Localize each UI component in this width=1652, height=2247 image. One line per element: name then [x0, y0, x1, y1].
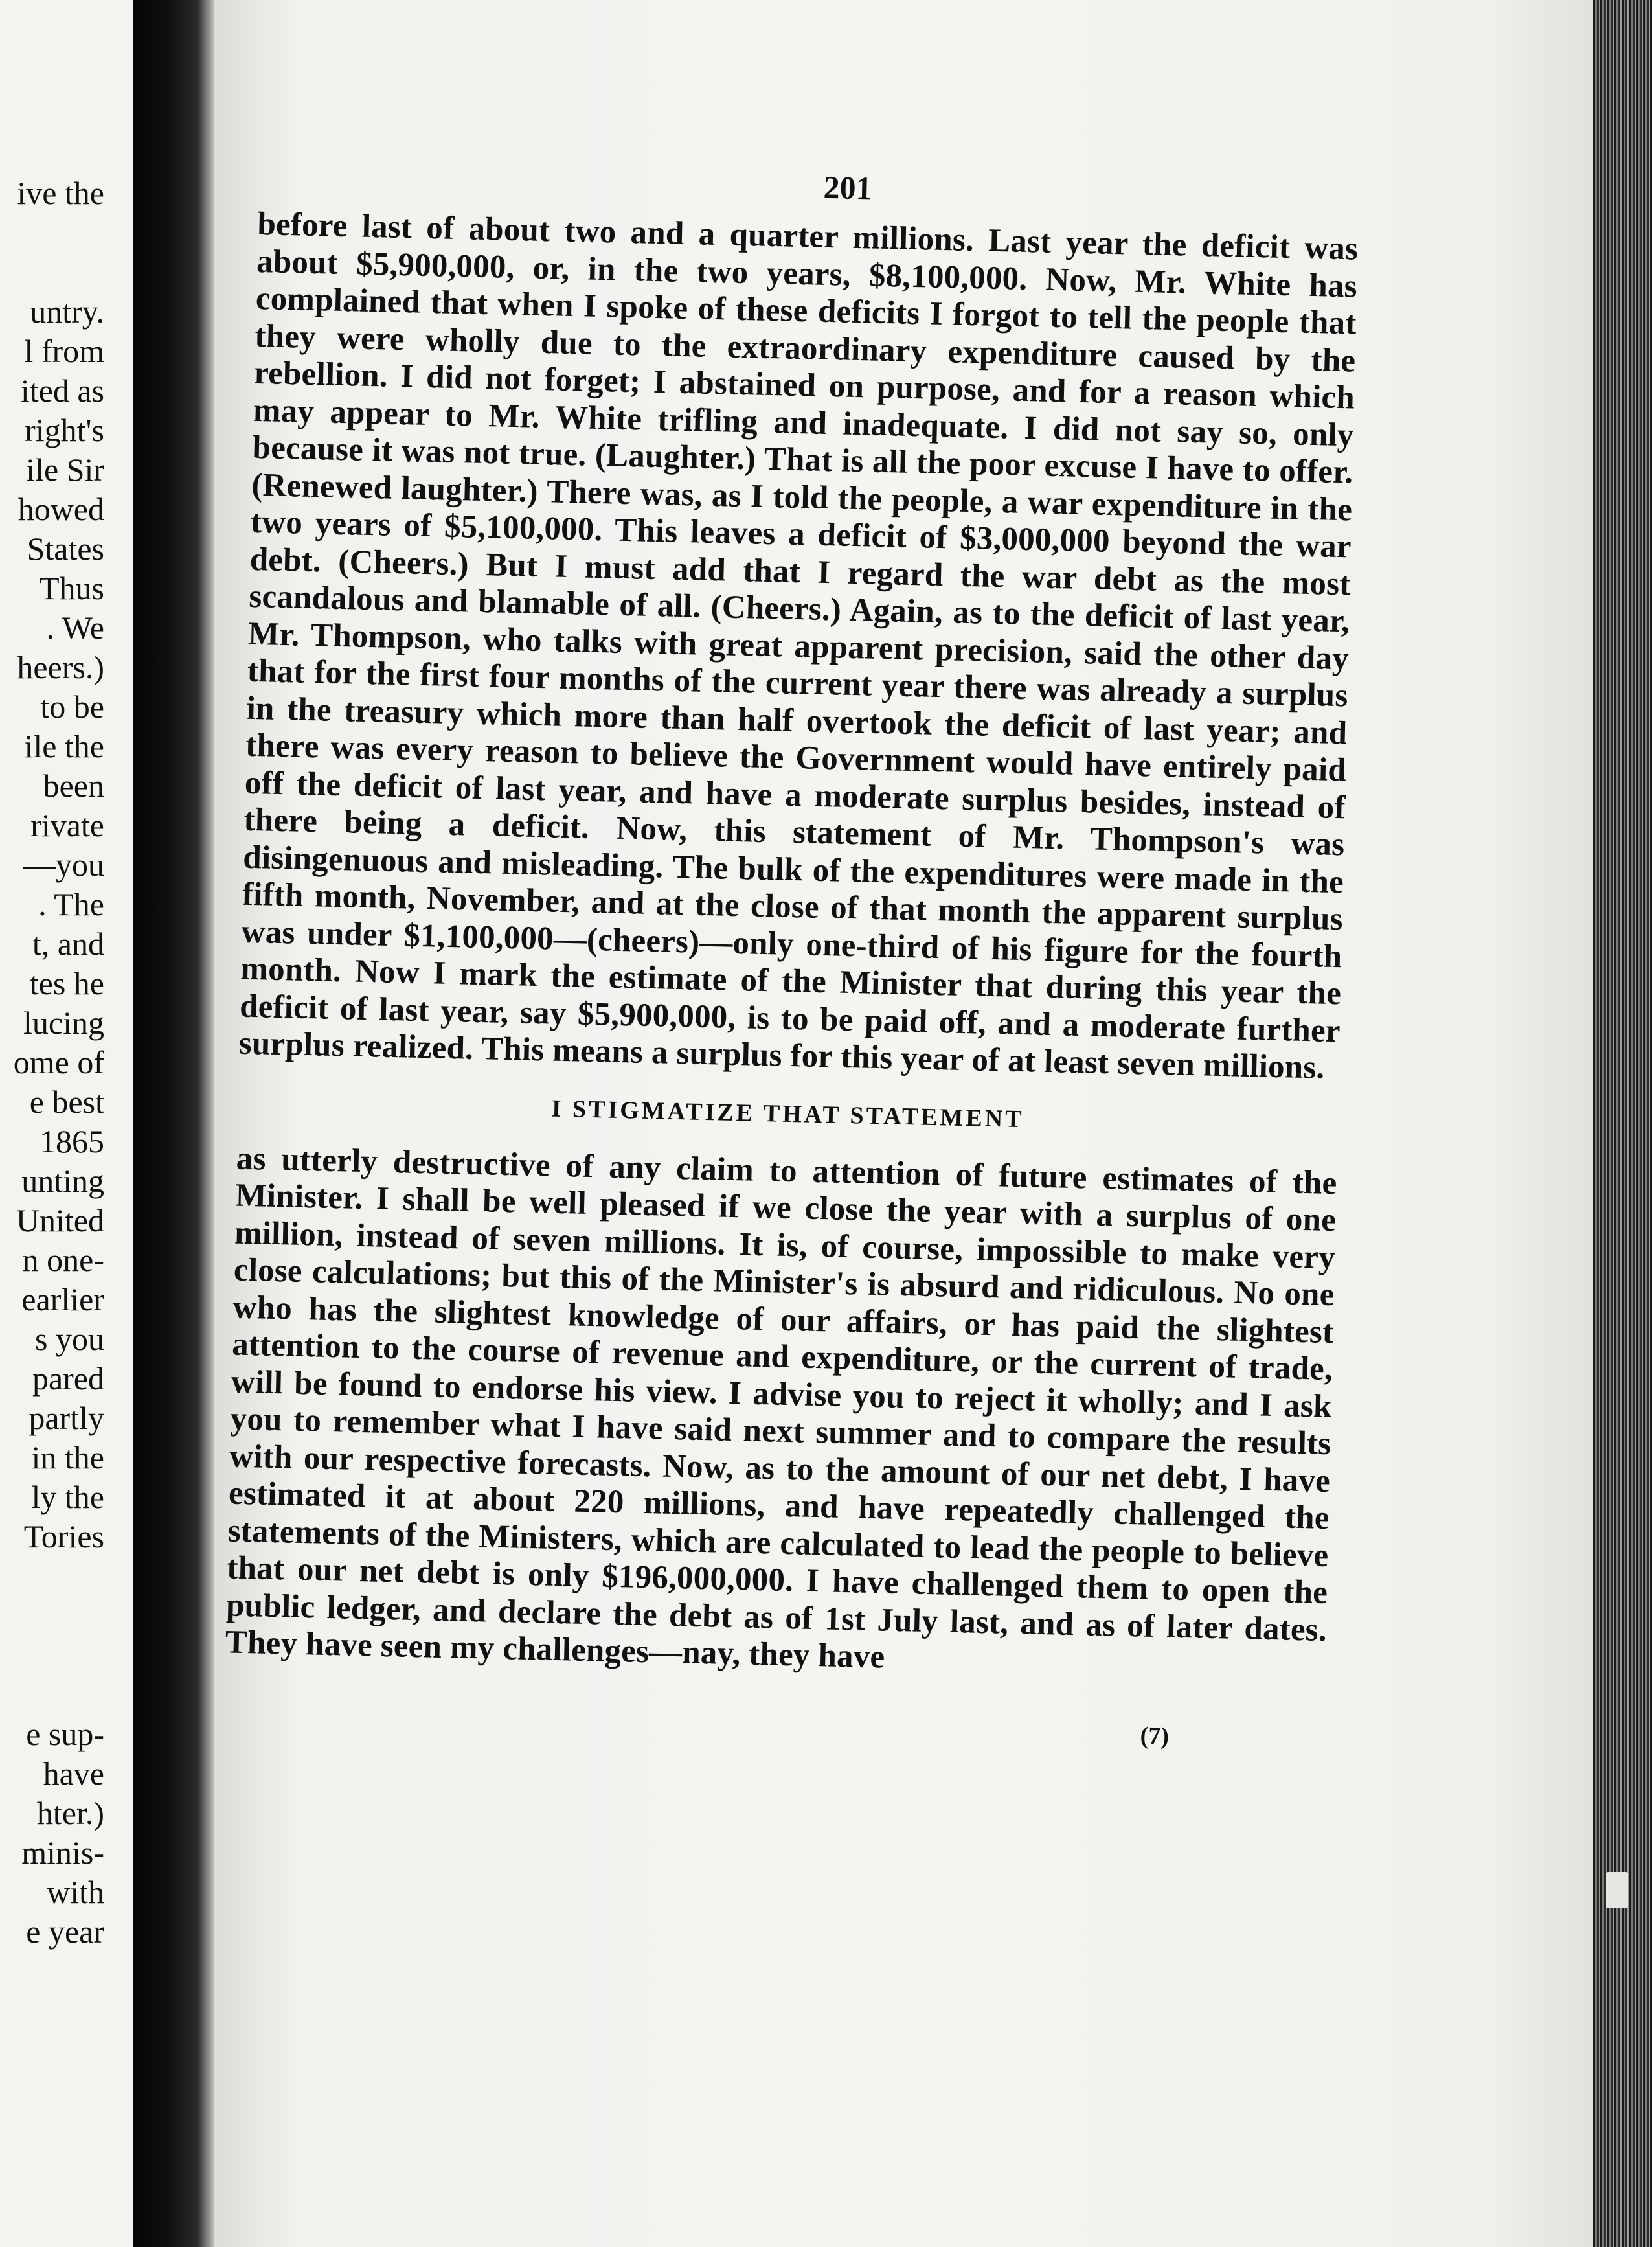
- facing-line: ited as: [20, 372, 104, 409]
- facing-line: t, and: [32, 926, 104, 962]
- facing-line: . We: [46, 610, 104, 646]
- facing-line: rivate: [30, 807, 104, 843]
- facing-line: s you: [35, 1321, 104, 1357]
- paragraph-2: as utterly destructive of any claim to attention of future estimates of the Minister. I shall be well pleased if we close the year with a surplus of one million, instead of seven millions. It is, of course, impossible to make very close calculations; but this of the Minister's is absurd and ridiculous. No one who has the slightest knowledge of our affairs, or has paid the slightest attention to the course of revenue and expenditure, or the current of trade, will be found to endorse his view. I advise you to reject it wholly; and I ask you to remember what I have said next summer and to compare the results with our respective forecasts. Now, as to the amount of our net debt, I have estimated it at about 220 millions, and have repeatedly challenged the statements of the Ministers, which are calculated to lead the people to believe that our net debt is only $196,000,000. I have challenged them to open the public ledger, and declare the debt as of 1st July last, and as of later dates. They have seen my challenges—nay, they have: [225, 1140, 1338, 1676]
- facing-line: minis-: [21, 1834, 104, 1871]
- facing-line: l from: [24, 333, 104, 369]
- facing-line: Tories: [23, 1518, 104, 1555]
- facing-line: tes he: [29, 965, 104, 1001]
- facing-line: ile the: [24, 728, 104, 764]
- facing-line: United: [16, 1202, 104, 1238]
- facing-line: . The: [38, 886, 104, 922]
- page-number: 201: [822, 168, 873, 207]
- facing-line: right's: [25, 412, 104, 448]
- paragraph-1: before last of about two and a quarter millions. Last year the deficit was about $5,900,000, or, in the two years, $8,100,000. Now, Mr. White has complained that when I spoke of these deficits I forgot to tell the people that they were wholly due to the extraordinary expenditure caused by the rebellion. I did not forget; I abstained on purpose, and for a reason which may appear to Mr. White trifling and inadequate. I did not say so, only because it was not true. (Laughter.) That is all the poor excuse I have to offer. (Renewed laughter.) There was, as I told the people, a war expenditure in the two years of $5,100,000. This leaves a deficit of $3,000,000 beyond the war debt. (Cheers.) But I must add that I regard the war debt as the most scandalous and blamable of all. (Cheers.) Again, as to the deficit of last year, Mr. Thompson, who talks with great apparent precision, said the other day that for the first four months of the current year there was already a surplus in the treasury which more than half overtook the deficit of last year; and there was every reason to believe the Government would have entirely paid off the deficit of last year, and have a moderate surplus besides, instead of there being a deficit. Now, this statement of Mr. Thompson's was disingenuous and misleading. The bulk of the expenditures were made in the fifth month, November, and at the close of that month the apparent surplus was under $1,100,000—(cheers)—only one-third of his figure for the fourth month. Now I mark the estimate of the Minister that during this year the deficit of last year, say $5,900,000, is to be paid off, and a moderate further surplus realized. This means a surplus for this year of at least seven millions.: [238, 205, 1359, 1086]
- facing-gap: [14, 1557, 104, 1715]
- facing-line: e sup-: [26, 1716, 104, 1752]
- facing-line: in the: [31, 1439, 104, 1476]
- facing-page-text: [14, 174, 104, 1952]
- facing-line: e year: [26, 1913, 104, 1950]
- facing-line: been: [43, 768, 104, 804]
- facing-line: heers.): [17, 649, 104, 685]
- facing-line: with: [47, 1874, 104, 1910]
- facing-line: earlier: [21, 1281, 104, 1317]
- book-gutter: [133, 0, 214, 2247]
- facing-line: ive the: [17, 175, 104, 211]
- signature-mark: (7): [1140, 1722, 1170, 1750]
- facing-line: 1865: [40, 1123, 104, 1159]
- facing-line: pared: [32, 1360, 104, 1397]
- facing-line: unting: [21, 1163, 104, 1199]
- facing-line: States: [27, 530, 104, 567]
- facing-line: ile Sir: [26, 451, 104, 488]
- section-heading: I STIGMATIZE THAT STATEMENT: [551, 1095, 1024, 1133]
- facing-line: —you: [23, 847, 104, 883]
- facing-line: partly: [28, 1400, 104, 1436]
- facing-line: to be: [40, 689, 104, 725]
- page-tab: [1606, 1872, 1628, 1908]
- facing-line: lucing: [23, 1005, 104, 1041]
- facing-page-fragment: [0, 0, 133, 2247]
- facing-line: Thus: [40, 570, 104, 606]
- facing-line: ly the: [31, 1479, 104, 1515]
- facing-line: have: [43, 1755, 104, 1792]
- facing-line: untry.: [30, 293, 104, 330]
- page-edges: [1593, 0, 1652, 2247]
- facing-line: hter.): [36, 1795, 104, 1831]
- facing-line: ome of: [13, 1044, 104, 1080]
- facing-line: howed: [17, 491, 104, 527]
- facing-gap: [14, 213, 104, 292]
- facing-line: e best: [29, 1084, 104, 1120]
- facing-line: n one-: [22, 1242, 104, 1278]
- page-content: [223, 155, 1360, 1753]
